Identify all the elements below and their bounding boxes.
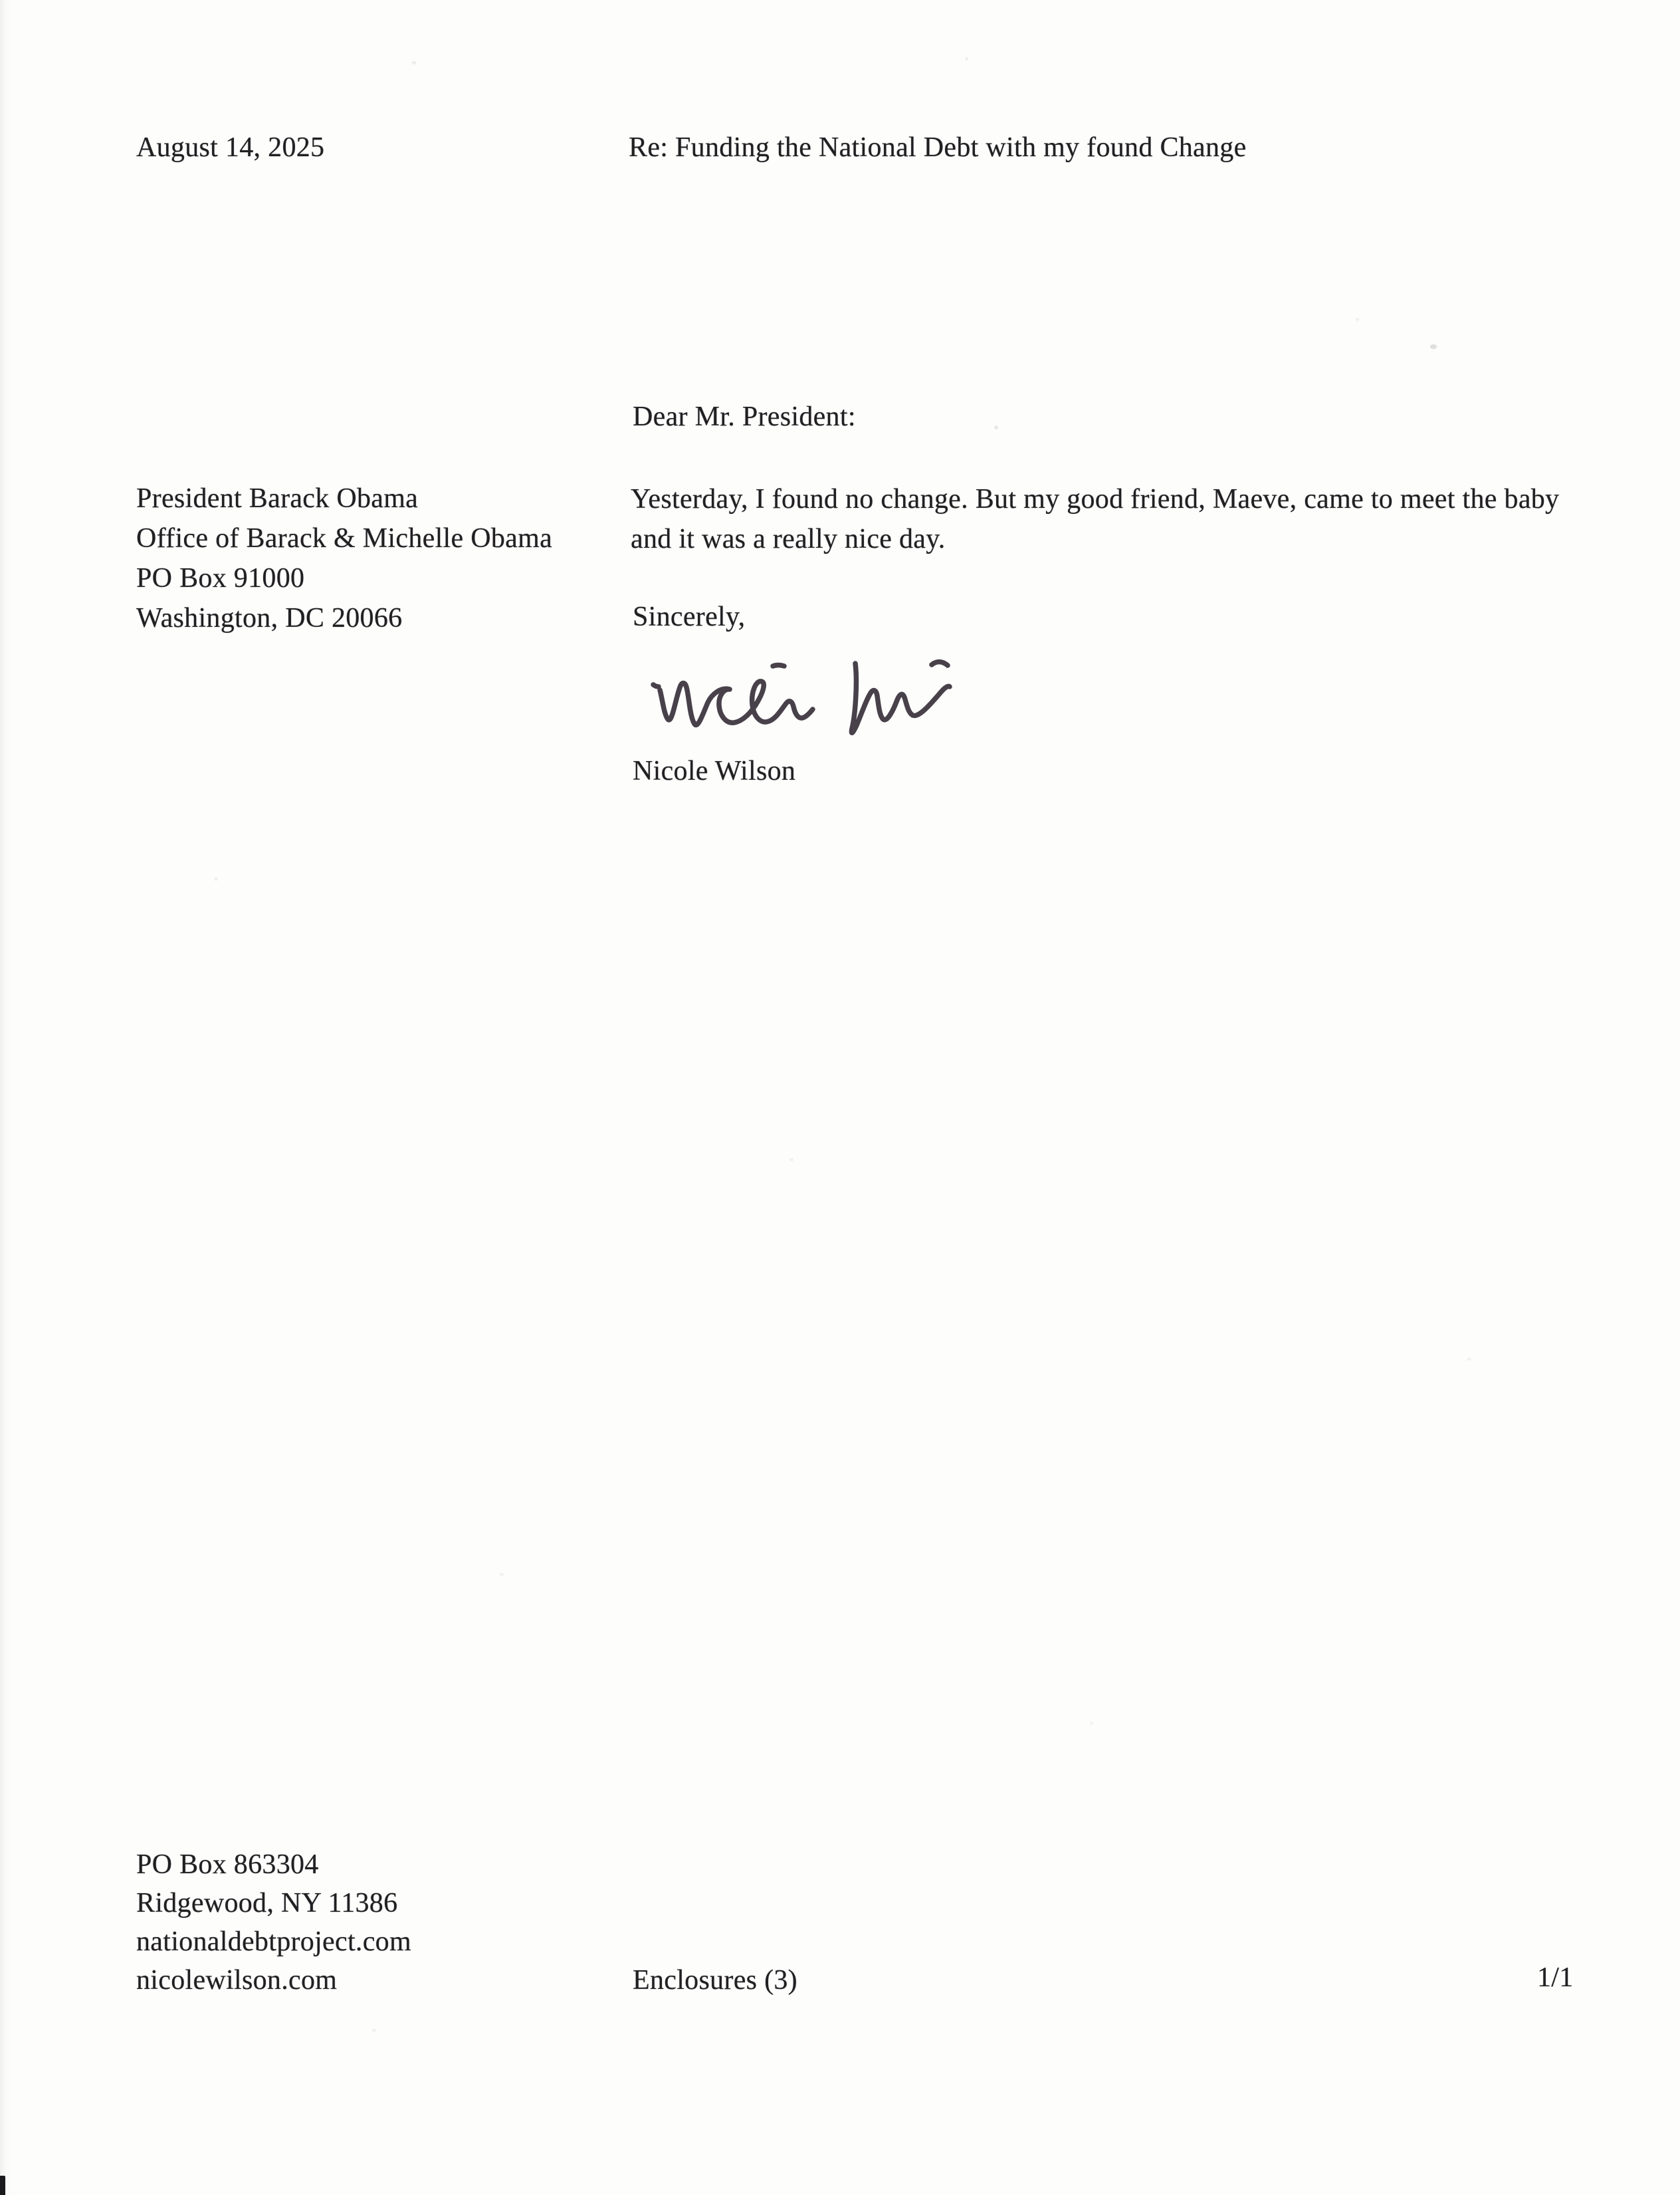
scan-speck bbox=[1430, 344, 1437, 349]
scan-speck bbox=[500, 1573, 504, 1576]
letter-date: August 14, 2025 bbox=[136, 132, 325, 163]
signature-stroke bbox=[773, 665, 784, 667]
signature-handwriting bbox=[631, 632, 1003, 764]
scan-speck bbox=[214, 877, 218, 881]
scan-speck bbox=[412, 61, 416, 64]
letter-subject: Re: Funding the National Debt with my found Change bbox=[629, 132, 1247, 163]
recipient-address-line: President Barack Obama bbox=[136, 483, 419, 514]
sender-address bbox=[136, 1845, 411, 2000]
sender-address-line: PO Box 863304 bbox=[136, 1849, 319, 1880]
scan-edge-shadow bbox=[0, 0, 12, 2195]
sender-address-line: Ridgewood, NY 11386 bbox=[136, 1888, 398, 1918]
scan-speck bbox=[965, 57, 968, 60]
salutation: Dear Mr. President: bbox=[633, 402, 856, 432]
signer-name: Nicole Wilson bbox=[633, 756, 796, 786]
scan-speck bbox=[789, 1158, 793, 1161]
signature-stroke bbox=[932, 662, 948, 665]
recipient-address-line: Office of Barack & Michelle Obama bbox=[136, 523, 553, 554]
signature-stroke bbox=[660, 681, 813, 725]
signature-stroke bbox=[653, 685, 659, 687]
sender-address-line: nicolewilson.com bbox=[136, 1965, 338, 1996]
recipient-address-line: Washington, DC 20066 bbox=[136, 603, 403, 634]
signature-stroke bbox=[851, 663, 950, 733]
body-line: Yesterday, I found no change. But my good friend, Maeve, came to meet the baby bbox=[631, 484, 1560, 515]
body-line: and it was a really nice day. bbox=[631, 524, 946, 554]
letter-body bbox=[631, 479, 1559, 559]
scan-speck bbox=[372, 2029, 376, 2032]
sender-address-line: nationaldebtproject.com bbox=[136, 1926, 411, 1957]
scan-speck bbox=[1090, 1722, 1093, 1725]
scan-speck bbox=[994, 425, 998, 429]
scan-artifact-mark bbox=[0, 2176, 5, 2195]
closing: Sincerely, bbox=[633, 602, 746, 632]
scan-speck bbox=[1356, 318, 1359, 321]
recipient-address bbox=[136, 479, 552, 638]
enclosures-note: Enclosures (3) bbox=[633, 1965, 797, 1996]
recipient-address-line: PO Box 91000 bbox=[136, 563, 305, 594]
scan-speck bbox=[1467, 1357, 1471, 1361]
page-number: 1/1 bbox=[1537, 1962, 1574, 1993]
